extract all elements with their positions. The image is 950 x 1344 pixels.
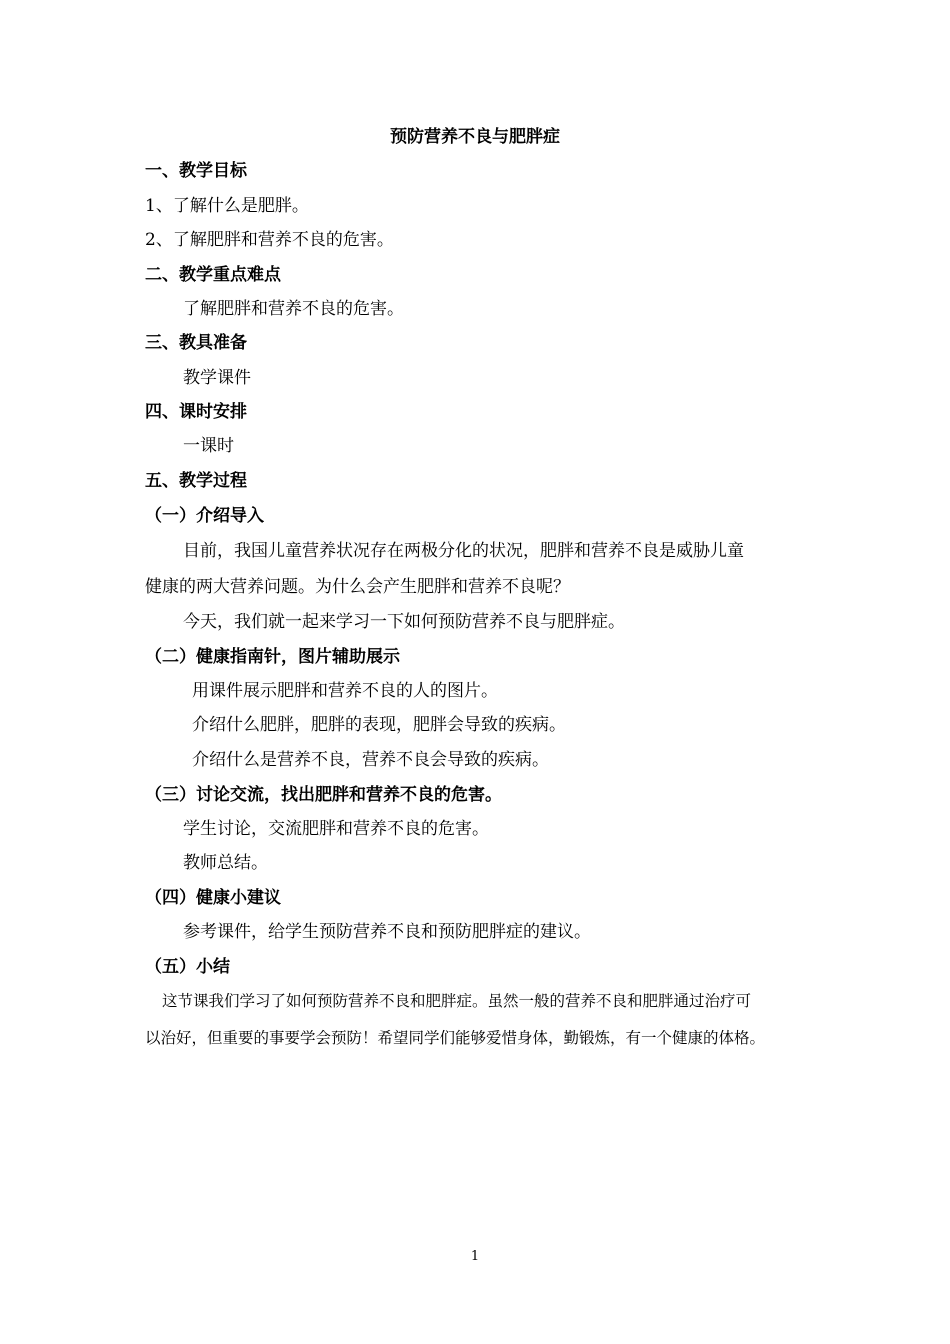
- guide-line-1: 用课件展示肥胖和营养不良的人的图片。: [192, 681, 498, 701]
- guide-line-3: 介绍什么是营养不良，营养不良会导致的疾病。: [192, 750, 549, 770]
- materials-text: 教学课件: [183, 368, 251, 388]
- page-number: 1: [470, 1249, 480, 1264]
- key-points-text: 了解肥胖和营养不良的危害。: [183, 299, 404, 319]
- summary-line-2: 以治好，但重要的事要学会预防！希望同学们能够爱惜身体，勤锻炼，有一个健康的体格。: [145, 1029, 766, 1047]
- process-heading-advice: （四）健康小建议: [145, 888, 281, 908]
- process-heading-intro: （一）介绍导入: [145, 506, 264, 526]
- process-heading-guide: （二）健康指南针，图片辅助展示: [145, 647, 400, 667]
- guide-line-2: 介绍什么肥胖，肥胖的表现，肥胖会导致的疾病。: [192, 715, 566, 735]
- intro-paragraph-line-2: 健康的两大营养问题。为什么会产生肥胖和营养不良呢？: [145, 577, 570, 597]
- discussion-line-2: 教师总结。: [183, 853, 268, 873]
- section-heading-process: 五、教学过程: [145, 471, 247, 491]
- section-heading-schedule: 四、课时安排: [145, 402, 247, 422]
- document-title: 预防营养不良与肥胖症: [390, 127, 560, 147]
- intro-paragraph-line-1: 目前，我国儿童营养状况存在两极分化的状况，肥胖和营养不良是威胁儿童: [183, 541, 744, 561]
- discussion-line-1: 学生讨论，交流肥胖和营养不良的危害。: [183, 819, 489, 839]
- intro-paragraph-line-3: 今天，我们就一起来学习一下如何预防营养不良与肥胖症。: [183, 612, 625, 632]
- section-heading-objectives: 一、教学目标: [145, 161, 247, 181]
- process-heading-discussion: （三）讨论交流，找出肥胖和营养不良的危害。: [145, 785, 502, 805]
- process-heading-summary: （五）小结: [145, 957, 230, 977]
- advice-line-1: 参考课件，给学生预防营养不良和预防肥胖症的建议。: [183, 922, 591, 942]
- section-heading-key-points: 二、教学重点难点: [145, 265, 281, 285]
- schedule-text: 一课时: [183, 436, 234, 456]
- summary-line-1: 这节课我们学习了如何预防营养不良和肥胖症。虽然一般的营养不良和肥胖通过治疗可: [162, 992, 752, 1010]
- objective-item-1: 1、了解什么是肥胖。: [145, 196, 309, 216]
- section-heading-materials: 三、教具准备: [145, 333, 247, 353]
- objective-item-2: 2、了解肥胖和营养不良的危害。: [145, 230, 394, 250]
